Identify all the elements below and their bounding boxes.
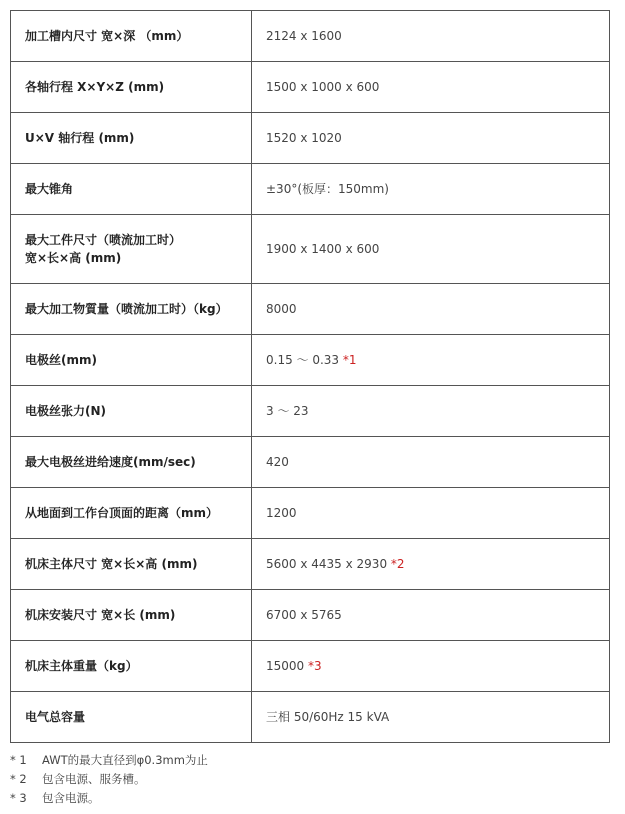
spec-value-text: 3 ～ 23 <box>266 404 309 418</box>
spec-value <box>252 590 610 641</box>
spec-value <box>252 641 610 692</box>
spec-label: 电极丝张力(N) <box>11 386 252 437</box>
spec-value-text: 5600 x 4435 x 2930 <box>266 557 388 571</box>
spec-value <box>252 488 610 539</box>
table-row <box>11 539 610 590</box>
table-row <box>11 164 610 215</box>
note-reference: *2 <box>390 557 405 571</box>
table-row <box>11 335 610 386</box>
table-row <box>11 437 610 488</box>
spec-value <box>252 692 610 743</box>
footnote-mark: * 2 <box>10 772 27 786</box>
spec-label: 加工槽内尺寸 宽×深 （mm） <box>11 11 252 62</box>
spec-value-text: 15000 <box>266 659 305 673</box>
spec-value-text: 6700 x 5765 <box>266 608 342 622</box>
spec-label: 最大电极丝进给速度(mm/sec) <box>11 437 252 488</box>
spec-label: 电极丝(mm) <box>11 335 252 386</box>
spec-value-text: 2124 x 1600 <box>266 29 342 43</box>
spec-value <box>252 335 610 386</box>
spec-value <box>252 215 610 284</box>
table-row <box>11 641 610 692</box>
footnotes <box>10 751 208 808</box>
spec-value <box>252 11 610 62</box>
footnote-mark: * 3 <box>10 791 27 805</box>
spec-value-text: 420 <box>266 455 289 469</box>
spec-value <box>252 62 610 113</box>
spec-value-text: 1520 x 1020 <box>266 131 342 145</box>
spec-label: 最大锥角 <box>11 164 252 215</box>
footnote <box>10 789 208 808</box>
spec-value-text: 1900 x 1400 x 600 <box>266 242 380 256</box>
spec-value-text: 1200 <box>266 506 297 520</box>
table-row <box>11 11 610 62</box>
spec-value-text: 8000 <box>266 302 297 316</box>
table-row <box>11 113 610 164</box>
spec-label: 机床安装尺寸 宽×长 (mm) <box>11 590 252 641</box>
spec-value <box>252 386 610 437</box>
spec-value <box>252 437 610 488</box>
footnote-text: 包含电源。 <box>42 791 100 805</box>
spec-value <box>252 539 610 590</box>
spec-label: 机床主体尺寸 宽×长×高 (mm) <box>11 539 252 590</box>
footnote <box>10 751 208 770</box>
spec-value-text: 1500 x 1000 x 600 <box>266 80 380 94</box>
spec-label-line: 宽×长×高 (mm) <box>25 251 122 265</box>
spec-label: 最大加工物質量（喷流加工时）（kg） <box>11 284 252 335</box>
spec-label: 机床主体重量（kg） <box>11 641 252 692</box>
table-row <box>11 284 610 335</box>
footnote-mark: * 1 <box>10 753 27 767</box>
table-row <box>11 692 610 743</box>
spec-label: 从地面到工作台顶面的距离（mm） <box>11 488 252 539</box>
spec-value <box>252 113 610 164</box>
spec-value-text: 三相 50/60Hz 15 kVA <box>266 710 390 724</box>
note-reference: *1 <box>342 353 357 367</box>
spec-value <box>252 164 610 215</box>
footnote-text: 包含电源、服务槽。 <box>42 772 146 786</box>
table-row <box>11 215 610 284</box>
spec-table <box>10 10 610 743</box>
spec-label: 电气总容量 <box>11 692 252 743</box>
spec-label <box>11 215 252 284</box>
spec-label: 各轴行程 X×Y×Z (mm) <box>11 62 252 113</box>
footnote <box>10 770 208 789</box>
spec-label: U×V 轴行程 (mm) <box>11 113 252 164</box>
table-row <box>11 62 610 113</box>
table-row <box>11 488 610 539</box>
spec-value-text: 0.15 ～ 0.33 <box>266 353 340 367</box>
spec-label-line: 最大工件尺寸（喷流加工时） <box>25 233 182 247</box>
table-row <box>11 386 610 437</box>
footnote-text: AWT的最大直径到φ0.3mm为止 <box>42 753 208 767</box>
spec-value <box>252 284 610 335</box>
spec-value-text: ±30°(板厚：150mm) <box>266 182 389 196</box>
table-row <box>11 590 610 641</box>
note-reference: *3 <box>308 659 322 673</box>
